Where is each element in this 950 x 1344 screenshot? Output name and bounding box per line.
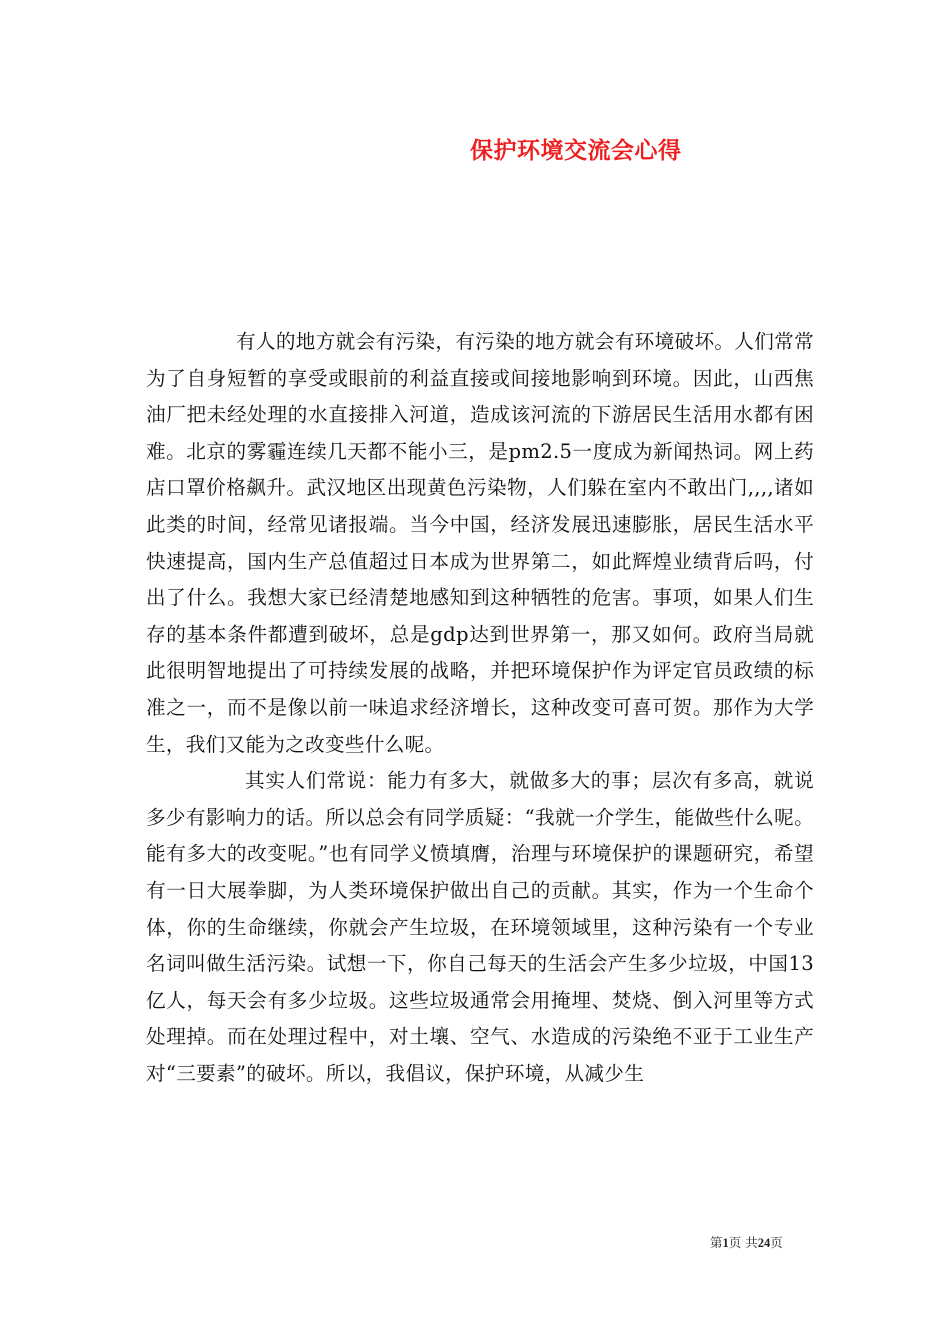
footer-middle: 页 共 [728, 1235, 758, 1250]
footer-prefix: 第 [710, 1235, 723, 1250]
page-footer [710, 1233, 783, 1251]
document-title: 保护环境交流会心得 [470, 137, 682, 164]
document-body [146, 324, 814, 1092]
paragraph-1: 有人的地方就会有污染，有污染的地方就会有环境破坏。人们常常为了自身短暂的享受或眼前的利益直接或间接地影响到环境。因此，山西焦油厂把未经处理的水直接排入河道，造成该河流的下游居民生活用水都有困难。北京的雾霾连续几天都不能小三，是pm2.5一度成为新闻热词。网上药店口罩价格飙升。武汉地区出现黄色污染物，人们躲在室内不敢出门,,,,诸如此类的时间，经常见诸报端。当今中国，经济发展迅速膨胀，居民生活水平快速提高，国内生产总值超过日本成为世界第二，如此辉煌业绩背后吗，付出了什么。我想大家已经清楚地感知到这种牺牲的危害。事项，如果人们生存的基本条件都遭到破坏，总是gdp达到世界第一，那又如何。政府当局就此很明智地提出了可持续发展的战略，并把环境保护作为评定官员政绩的标准之一，而不是像以前一味追求经济增长，这种改变可喜可贺。那作为大学生，我们又能为之改变些什么呢。 [146, 330, 814, 756]
paragraph-2: 其实人们常说：能力有多大，就做多大的事；层次有多高，就说多少有影响力的话。所以总会有同学质疑：“我就一介学生，能做些什么呢。能有多大的改变呢。”也有同学义愤填膺，治理与环境保护的课题研究，希望有一日大展拳脚，为人类环境保护做出自己的贡献。其实，作为一个生命个体，你的生命继续，你就会产生垃圾，在环境领域里，这种污染有一个专业名词叫做生活污染。试想一下，你自己每天的生活会产生多少垃圾，中国13亿人，每天会有多少垃圾。这些垃圾通常会用掩埋、焚烧、倒入河里等方式处理掉。而在处理过程中，对土壤、空气、水造成的污染绝不亚于工业生产对“三要素”的破坏。所以，我倡议，保护环境，从减少生 [146, 769, 814, 1085]
footer-current-page: 1 [722, 1236, 729, 1250]
footer-total-pages: 24 [757, 1236, 771, 1250]
footer-suffix: 页 [770, 1235, 783, 1250]
